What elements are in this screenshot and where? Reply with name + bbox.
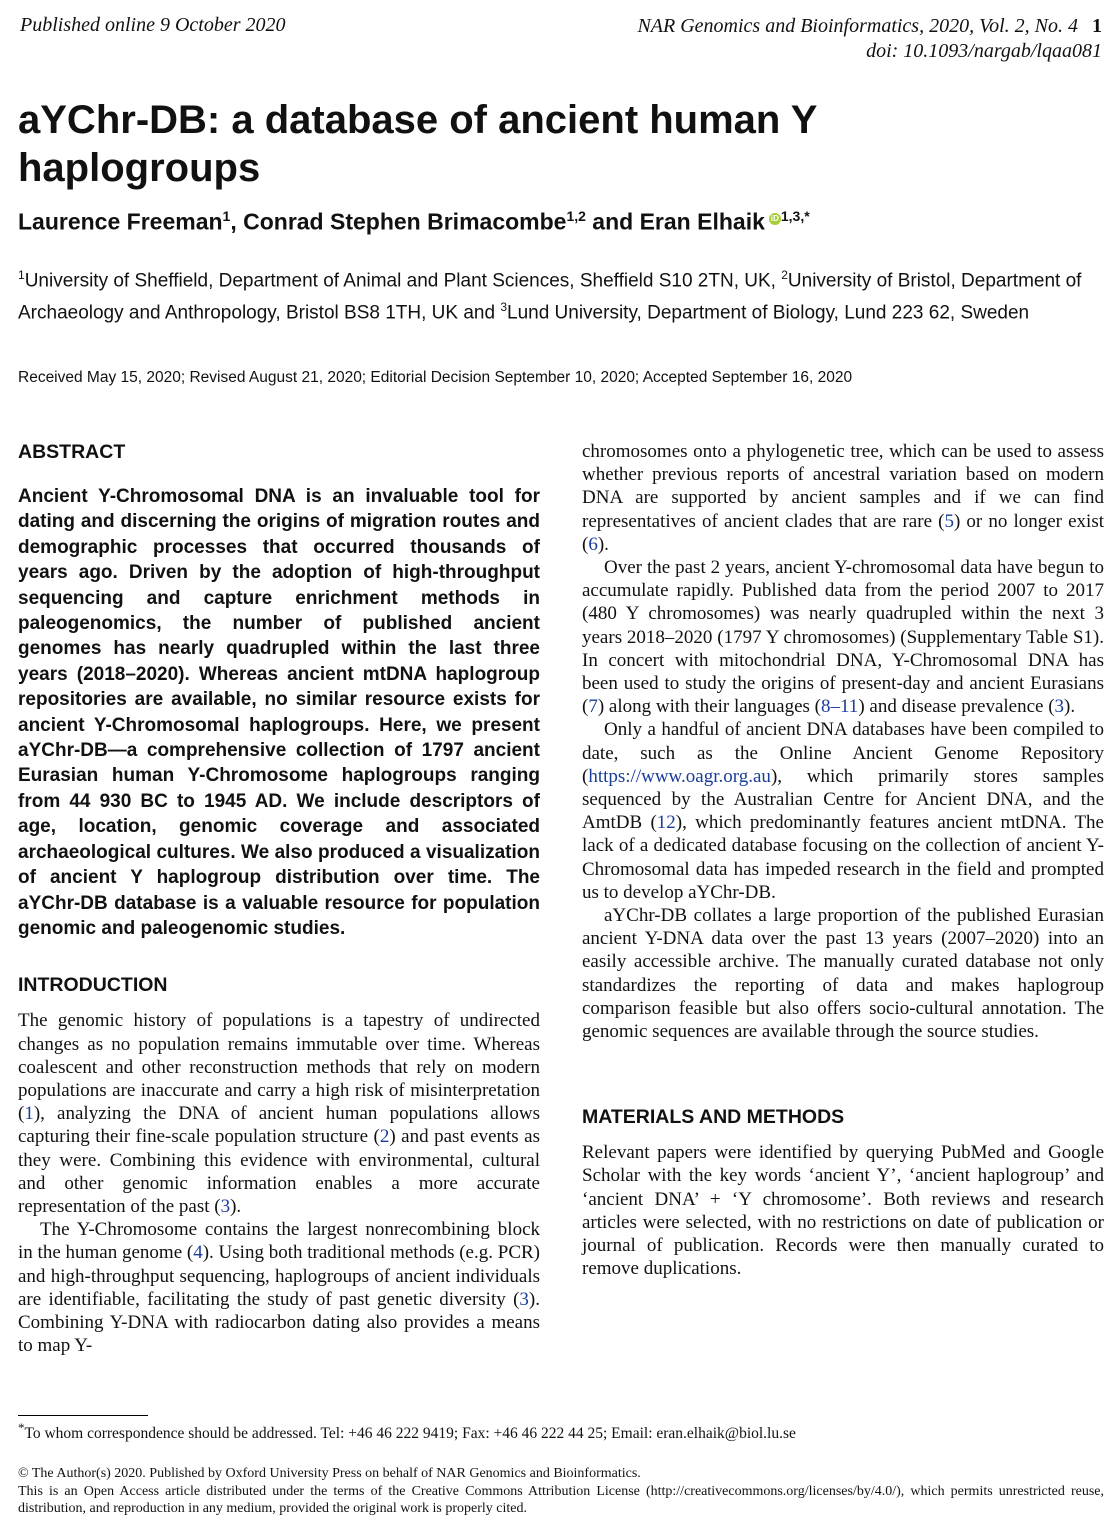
- paragraph-text: ), analyzing the DNA of ancient human populations allows capturing their fine-scale population structure (: [18, 1103, 540, 1148]
- intro-paragraph: [582, 718, 1104, 904]
- author-affiliation-sup: 1,2: [566, 208, 586, 224]
- intro-paragraph: [582, 440, 1104, 556]
- footnote-text: To whom correspondence should be addressed. Tel: +46 46 222 9419; Fax: +46 46 222 44 25; Email: eran.elhaik@biol.lu.se: [24, 1425, 796, 1443]
- abstract-heading: ABSTRACT: [18, 441, 126, 463]
- methods-paragraph: Relevant papers were identified by querying PubMed and Google Scholar with the key words ‘ancient Y’, ‘ancient haplogroup’ and ‘ancient DNA’ + ‘Y chromosome’. Both reviews and research articles were selected, with no restrictions on date of publication or journal of publication. Records were then manually curated to remove duplications.: [582, 1142, 1104, 1280]
- author-affiliation-sup: 1,3,*: [780, 208, 810, 224]
- intro-paragraph: [18, 1009, 540, 1218]
- affiliation-text: Lund University, Department of Biology, Lund 223 62, Sweden: [507, 302, 1030, 324]
- footnote-divider: [18, 1415, 148, 1416]
- page-number: 1: [1092, 15, 1102, 37]
- paragraph-text: The genomic history of populations is a tapestry of undirected changes as no population remains immutable over time. Whereas coalescent and other reconstruction methods that rely on modern populations are inaccurate and carry a high risk of misinterpretation (: [18, 1010, 540, 1125]
- paragraph-text: ), which primarily stores samples sequenced by the Australian Centre for Ancient DNA, and the AmtDB (: [582, 765, 1104, 834]
- author-list: [18, 208, 810, 236]
- paragraph-text: ).: [597, 533, 609, 555]
- abstract-text: Ancient Y-Chromosomal DNA is an invaluable tool for dating and discerning the origins of migration routes and demographic processes that occurred thousands of years ago. Driven by the adoption of high-throughput sequencing and capture enrichment methods in paleogenomics, the number of published ancient genomes has nearly quadrupled within the last three years (2018–2020). Whereas ancient mtDNA haplogroup repositories are available, no similar resource exists for ancient Y-Chromosomal haplogroups. Here, we present aYChr-DB—a comprehensive collection of 1797 ancient Eurasian human Y-Chromosome haplogroups ranging from 44 930 BC to 1945 AD. We include descriptors of age, location, genomic coverage and associated archaeological cultures. We also produced a visualization of ancient Y haplogroup distribution over time. The aYChr-DB database is a valuable resource for population genomic and paleogenomic studies.: [18, 486, 540, 939]
- author-name[interactable]: Conrad Stephen Brimacombe: [243, 208, 567, 235]
- paragraph-text: ), which predominantly features ancient mtDNA. The lack of a dedicated database focusing on the collection of ancient Y-Chromosomal data has impeded research in the field and prompted us to develop aYChr-DB.: [582, 812, 1104, 903]
- citation-link[interactable]: 12: [656, 812, 676, 834]
- intro-paragraph: [582, 556, 1104, 718]
- author-separator: ,: [230, 208, 244, 235]
- author-affiliation-sup: 1: [222, 208, 231, 224]
- paragraph-text: Over the past 2 years, ancient Y-chromosomal data have begun to accumulate rapidly. Published data from the period 2007 to 2017 (480 Y chromosomes) was nearly quadrupled within the next 3 years 2018–2020 (1797 Y chromosomes) (Supplementary Table S1). In concert with mitochondrial DNA, Y-Chromosomal DNA has been used to study the origins of present-day and ancient Eurasians (: [582, 557, 1104, 718]
- citation-link[interactable]: 2: [379, 1126, 390, 1148]
- citation-link[interactable]: 4: [193, 1242, 203, 1264]
- paragraph-text: ) and disease prevalence (: [858, 696, 1055, 718]
- affiliations: [18, 262, 1098, 327]
- paragraph-text: ).: [1064, 696, 1076, 718]
- doi[interactable]: doi: 10.1093/nargab/lqaa081: [866, 40, 1102, 62]
- footnote-mark: *: [18, 1420, 25, 1435]
- introduction-heading: INTRODUCTION: [18, 974, 168, 997]
- right-column: [582, 440, 1104, 1281]
- journal-header: [637, 14, 1102, 64]
- citation-link[interactable]: 8–11: [821, 696, 859, 718]
- paragraph-text: chromosomes onto a phylogenetic tree, which can be used to assess whether previous reports of ancestral variation based on modern DNA are supported by ancient samples and if we can find representatives of ancient clades that are rare (: [582, 441, 1104, 532]
- citation-link[interactable]: 6: [588, 533, 598, 555]
- citation-link[interactable]: 3: [1054, 696, 1065, 718]
- citation-link[interactable]: 7: [588, 696, 598, 718]
- affiliation-text: University of Bristol, Department of Archaeology and Anthropology, Bristol BS8 1TH, UK and: [18, 270, 1082, 324]
- citation-link[interactable]: 5: [944, 510, 954, 532]
- citation-link[interactable]: 3: [220, 1195, 231, 1217]
- affiliation-sup: 3: [500, 300, 507, 315]
- intro-paragraph: aYChr-DB collates a large proportion of the published Eurasian ancient Y-DNA data over the past 13 years (2007–2020) into an easily accessible archive. The manually curated database not only standardizes the reporting of data and makes haplogroup comparison feasible but also offers socio-cultural annotation. The genomic sequences are available through the source studies.: [582, 905, 1104, 1043]
- license-text: This is an Open Access article distributed under the terms of the Creative Commons Attribution License (http://creativecommons.org/licenses/by/4.0/), which permits unrestricted reuse, distribution, and reproduction in any medium, provided the original work is properly cited.: [18, 1483, 1104, 1516]
- paragraph-text: Only a handful of ancient DNA databases have been compiled to date, such as the Online Ancient Genome Repository (: [582, 719, 1104, 787]
- orcid-icon[interactable]: iD: [770, 213, 779, 223]
- paragraph-text: ) or no longer exist (: [582, 510, 1104, 555]
- journal-citation: NAR Genomics and Bioinformatics, 2020, Vol. 2, No. 4: [637, 15, 1078, 37]
- paragraph-text: ). Combining Y-DNA with radiocarbon dating also provides a means to map Y-: [18, 1288, 540, 1357]
- paragraph-text: The Y-Chromosome contains the largest nonrecombining block in the human genome (: [18, 1219, 540, 1264]
- citation-link[interactable]: 3: [519, 1288, 529, 1310]
- paragraph-text: ) and past events as they were. Combining this evidence with environmental, cultural and other genomic information enables a more accurate representation of the past (: [18, 1126, 540, 1217]
- affiliation-sup: 2: [781, 268, 788, 282]
- oagr-url-link[interactable]: https://www.oagr.org.au: [588, 765, 771, 787]
- methods-heading: MATERIALS AND METHODS: [582, 1106, 845, 1129]
- copyright-line: © The Author(s) 2020. Published by Oxford University Press on behalf of NAR Genomics and Bioinformatics.: [18, 1466, 641, 1481]
- copyright-notice: [18, 1465, 1104, 1518]
- paragraph-text: ).: [230, 1195, 242, 1217]
- affiliation-text: University of Sheffield, Department of Animal and Plant Sciences, Sheffield S10 2TN, UK,: [24, 270, 782, 292]
- paragraph-text: ) along with their languages (: [597, 696, 822, 718]
- author-name[interactable]: Eran Elhaik: [639, 208, 765, 235]
- published-date: Published online 9 October 2020: [20, 14, 286, 36]
- intro-paragraph: [18, 1218, 540, 1357]
- left-column: [18, 440, 540, 1357]
- author-name[interactable]: Laurence Freeman: [18, 208, 223, 235]
- correspondence-footnote: [18, 1420, 796, 1443]
- submission-dates: Received May 15, 2020; Revised August 21, 2020; Editorial Decision September 10, 2020; Accepted September 16, 2020: [18, 369, 853, 386]
- author-separator: and: [585, 208, 640, 235]
- affiliation-sup: 1: [18, 268, 25, 282]
- citation-link[interactable]: 1: [24, 1103, 34, 1125]
- paragraph-text: ). Using both traditional methods (e.g. PCR) and high-throughput sequencing, haplogroups of ancient individuals are identifiable, facilitating the study of past genetic diversity (: [18, 1242, 540, 1310]
- article-title: aYChr-DB: a database of ancient human Y haplogroups: [18, 98, 817, 190]
